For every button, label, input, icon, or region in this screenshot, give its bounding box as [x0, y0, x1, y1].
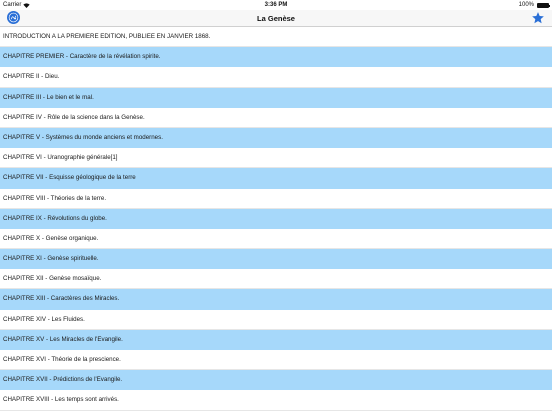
status-time: 3:36 PM	[264, 2, 288, 8]
list-item[interactable]: CHAPITRE XIV - Les Fluides.	[0, 310, 552, 330]
list-item[interactable]: CHAPITRE III - Le bien et le mal.	[0, 88, 552, 108]
battery-percent: 100%	[518, 2, 534, 8]
status-bar	[0, 0, 552, 10]
list-item[interactable]: CHAPITRE XI - Genèse spirituelle.	[0, 249, 552, 269]
list-item[interactable]: CHAPITRE XVII - Prédictions de l'Evangile.	[0, 370, 552, 390]
list-item[interactable]: CHAPITRE XII - Genèse mosaïque.	[0, 269, 552, 289]
list-item[interactable]: CHAPITRE VI - Uranographie générale[1]	[0, 148, 552, 168]
list-item[interactable]: CHAPITRE IV - Rôle de la science dans la Genèse.	[0, 108, 552, 128]
star-icon[interactable]	[531, 11, 545, 25]
list-item[interactable]: CHAPITRE V - Systèmes du monde anciens et modernes.	[0, 128, 552, 148]
list-item[interactable]: CHAPITRE XVIII - Les temps sont arrivés.	[0, 390, 552, 410]
list-item[interactable]: CHAPITRE XV - Les Miracles de l'Evangile.	[0, 330, 552, 350]
list-item[interactable]: CHAPITRE VIII - Théories de la terre.	[0, 189, 552, 209]
list-item[interactable]: CHAPITRE II - Dieu.	[0, 67, 552, 87]
list-item[interactable]: CHAPITRE VII - Esquisse géologique de la terre	[0, 168, 552, 188]
list-item[interactable]: INTRODUCTION A LA PREMIERE EDITION, PUBLIEE EN JANVIER 1868.	[0, 27, 552, 47]
list-item[interactable]: CHAPITRE XVI - Théorie de la prescience.	[0, 350, 552, 370]
page-title: La Genèse	[257, 14, 295, 23]
list-item[interactable]: CHAPITRE XIII - Caractères des Miracles.	[0, 289, 552, 309]
list-item[interactable]: CHAPITRE PREMIER - Caractère de la révélation spirite.	[0, 47, 552, 67]
status-right	[519, 0, 549, 10]
list-item[interactable]: CHAPITRE IX - Révolutions du globe.	[0, 209, 552, 229]
chapter-list	[0, 27, 552, 414]
list-item[interactable]: CHAPITRE X - Genèse organique.	[0, 229, 552, 249]
carrier-label: Carrier	[3, 2, 22, 8]
navigation-bar	[0, 10, 552, 27]
battery-icon	[537, 3, 549, 8]
